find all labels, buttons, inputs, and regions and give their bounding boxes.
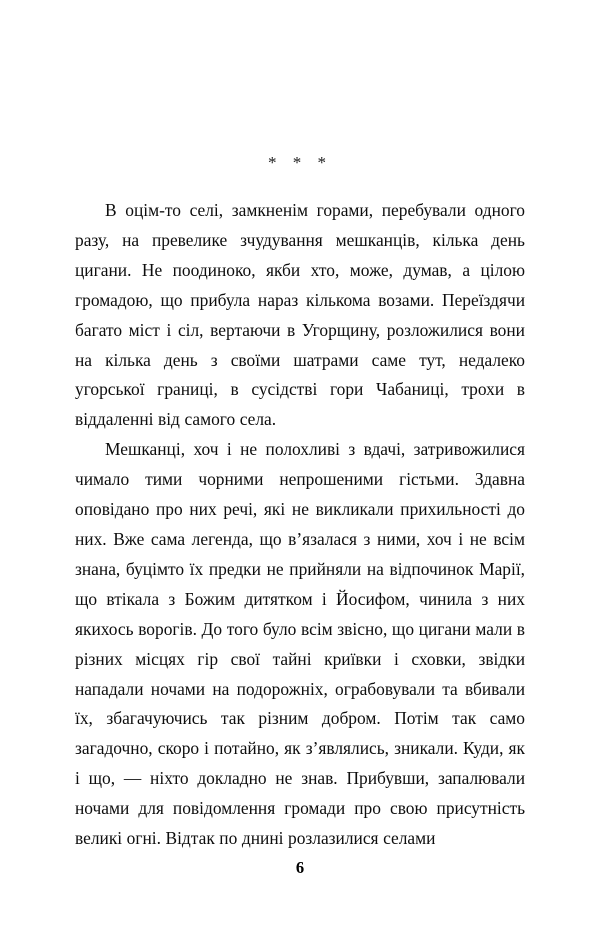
- page-text-block: [75, 148, 525, 854]
- page-number: 6: [295, 858, 305, 877]
- body-paragraph-1: В оцім-то селі, замкненім горами, перебували одного разу, на превелике зчудування мешканців, кілька день цигани. Не поодиноко, якби хто, може, думав, а цілою громадою, що прибула нараз кількома возами. Переїздячи багато міст і сіл, вертаючи в Угорщину, розложилися вони на кілька день з своїми шатрами саме тут, недалеко угорської границі, в сусідстві гори Чабаниці, трохи в віддаленні від самого села.: [75, 200, 525, 430]
- body-paragraph-2: Мешканці, хоч і не полохливі з вдачі, затривожилися чимало тими чорними непрошеними гістьми. Здавна оповідано про них речі, які не викликали прихильності до них. Вже сама легенда, що в’язалася з ними, хоч і не всім знана, буцімто їх предки не прийняли на відпочинок Марії, що втікала з Божим дитятком і Йосифом, чинила з них якихось ворогів. До того було всім звісно, що цигани мали в різних місцях гір свої тайні криївки і сховки, звідки нападали ночами на подорожніх, ограбовували та вбивали їх, збагачуючись так різним добром. Потім так само загадочно, скоро і потайно, як з’являлись, зникали. Куди, як і що, — ніхто докладно не знав. Прибувши, запалювали ночами для повідомлення громади про свою присутність великі огні. Відтак по днині розлазилися селами: [75, 439, 525, 849]
- section-break-separator: * * *: [268, 153, 332, 172]
